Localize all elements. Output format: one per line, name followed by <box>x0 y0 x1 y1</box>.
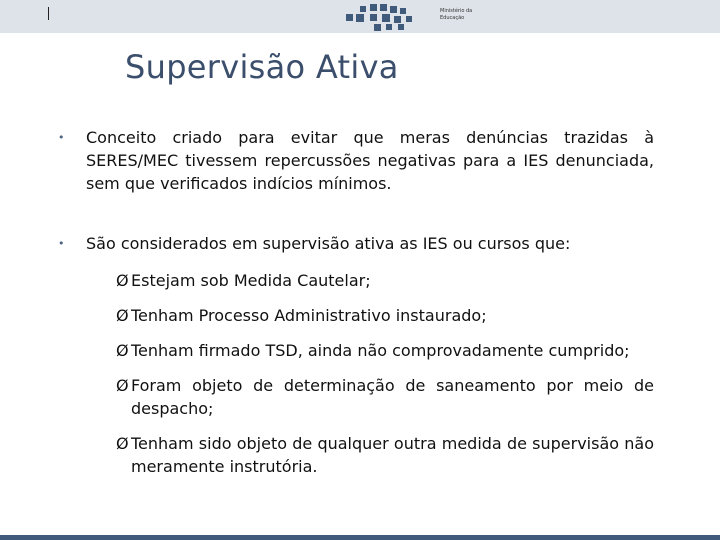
sub-item <box>116 304 654 327</box>
government-logo <box>338 2 418 32</box>
sub-item <box>116 269 654 292</box>
bullet-item <box>58 126 654 195</box>
ministry-name <box>440 8 472 22</box>
slide-content <box>58 126 654 478</box>
footer-bar <box>0 535 720 540</box>
bullet-icon: • <box>58 131 65 144</box>
bullet-icon: • <box>58 237 65 250</box>
arrow-icon: Ø <box>116 271 129 290</box>
sub-item-text: Foram objeto de determinação de saneamento por meio de despacho; <box>131 376 654 418</box>
bullet-item <box>58 232 654 255</box>
sub-item-text: Tenham Processo Administrativo instaurado; <box>131 306 487 325</box>
sub-item-text: Tenham sido objeto de qualquer outra medida de supervisão não meramente instrutória. <box>131 434 654 476</box>
arrow-icon: Ø <box>116 341 129 360</box>
header-divider <box>48 7 49 20</box>
ministry-line-2: Educação <box>440 15 465 21</box>
bullet-text: São considerados em supervisão ativa as IES ou cursos que: <box>86 234 571 253</box>
sub-item <box>116 432 654 478</box>
arrow-icon: Ø <box>116 376 129 395</box>
sub-item <box>116 339 654 362</box>
ministry-line-1: Ministério da <box>440 8 473 14</box>
arrow-icon: Ø <box>116 306 129 325</box>
bullet-text: Conceito criado para evitar que meras denúncias trazidas à SERES/MEC tivessem repercussões negativas para a IES denunciada, sem que verificados indícios mínimos. <box>86 128 654 193</box>
sub-item-text: Estejam sob Medida Cautelar; <box>131 271 371 290</box>
sub-item-text: Tenham firmado TSD, ainda não comprovadamente cumprido; <box>131 341 630 360</box>
arrow-icon: Ø <box>116 434 129 453</box>
sub-item <box>116 374 654 420</box>
header-bar <box>0 0 720 33</box>
slide-title: Supervisão Ativa <box>125 48 399 86</box>
